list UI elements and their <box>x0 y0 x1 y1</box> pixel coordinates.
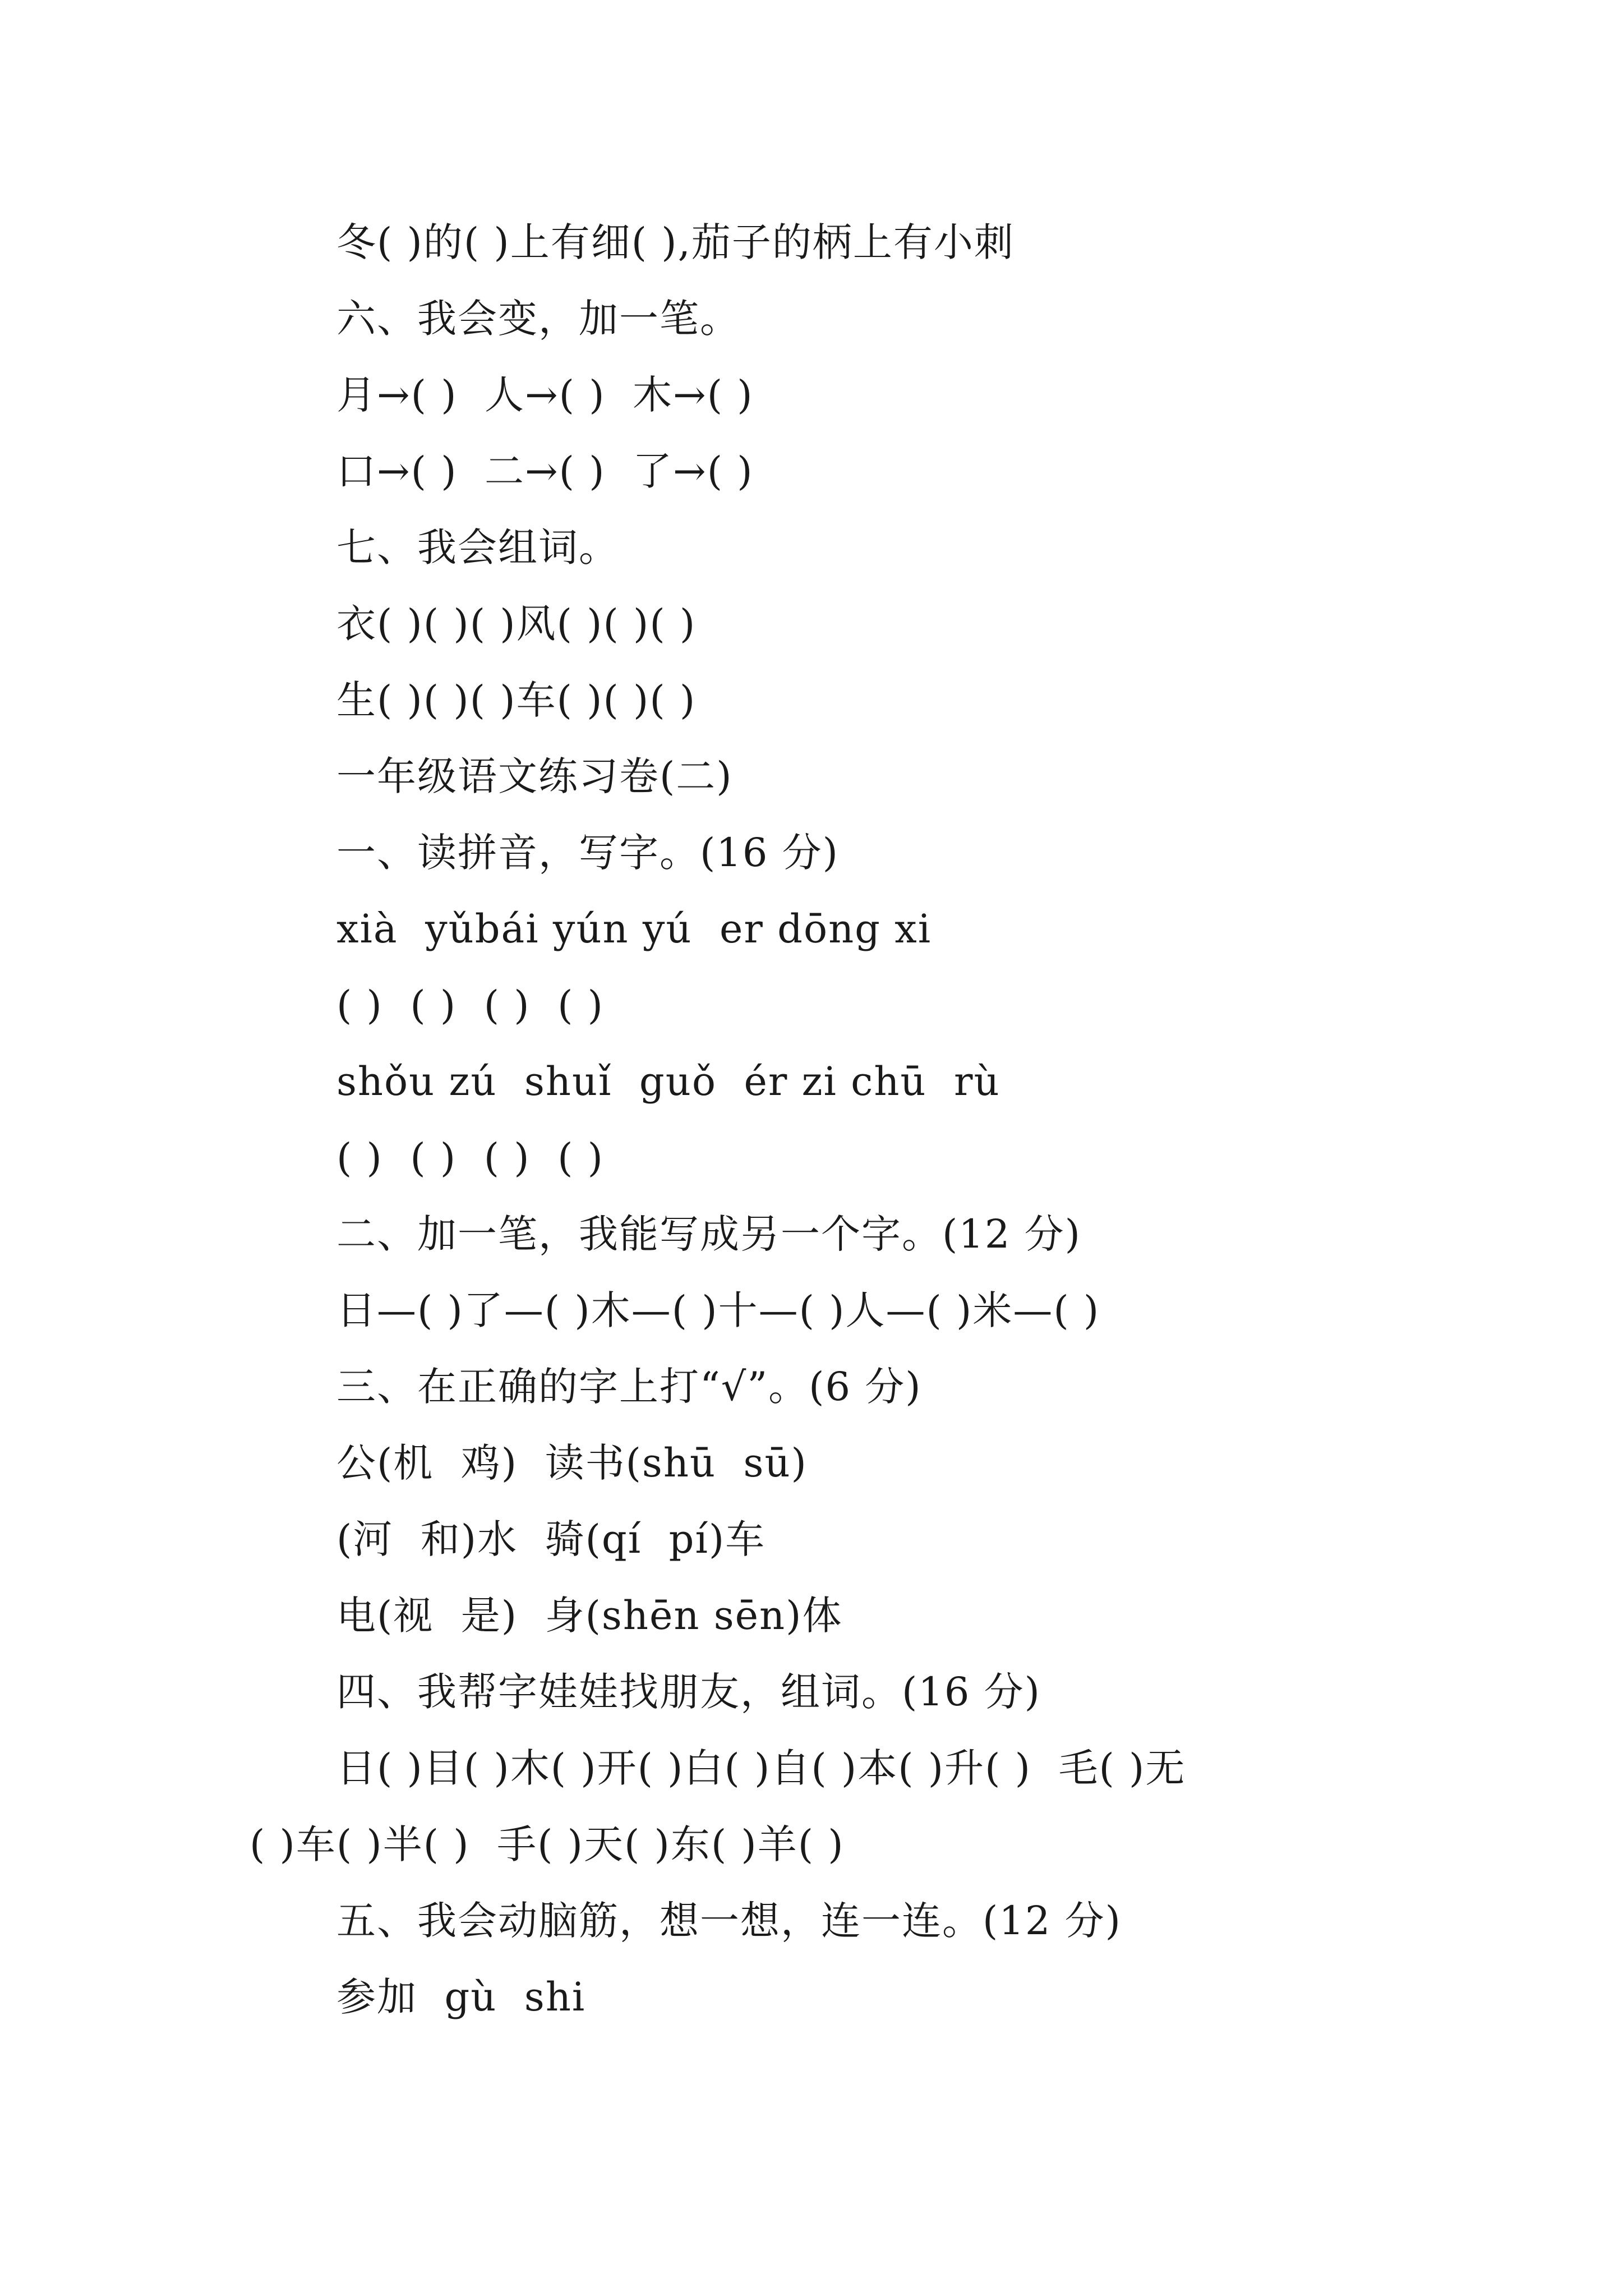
text-line: 公(机 鸡) 读书(shū sū) <box>336 1440 808 1486</box>
section-heading: 三、在正确的字上打“√”。(6 分) <box>336 1364 922 1410</box>
section-heading: 七、我会组词。 <box>336 524 619 570</box>
blank-line: ( ) ( ) ( ) ( ) <box>336 982 604 1028</box>
text-line: 月→( ) 人→( ) 木→( ) <box>336 372 754 418</box>
pinyin-line: xià yǔbái yún yú er dōng xi <box>336 906 932 952</box>
section-heading: 六、我会变，加一笔。 <box>336 296 740 342</box>
text-line: 衣( )( )( )风( )( )( ) <box>336 601 697 647</box>
text-line: 冬( )的( )上有细( ),茄子的柄上有小刺 <box>336 219 1015 265</box>
text-line: 日( )目( )木( )开( )白( )自( )本( )升( ) 毛( )无 <box>336 1745 1186 1791</box>
document-title: 一年级语文练习卷(二) <box>336 753 733 799</box>
text-line: 日—( )了—( )木—( )十—( )人—( )米—( ) <box>336 1287 1100 1333</box>
text-line: 口→( ) 二→( ) 了→( ) <box>336 448 754 494</box>
text-line: (河 和)水 骑(qí pí)车 <box>336 1516 766 1562</box>
blank-line: ( ) ( ) ( ) ( ) <box>336 1135 604 1181</box>
text-line: 参加 gù shi <box>336 1974 586 2020</box>
pinyin-line: shǒu zú shuǐ guǒ ér zi chū rù <box>336 1059 1000 1105</box>
text-line: 生( )( )( )车( )( )( ) <box>336 677 697 723</box>
section-heading: 一、读拼音，写字。(16 分) <box>336 830 839 876</box>
section-heading: 四、我帮字娃娃找朋友，组词。(16 分) <box>336 1669 1041 1715</box>
text-line: ( )车( )半( ) 手( )天( )东( )羊( ) <box>250 1821 845 1867</box>
text-line: 电(视 是) 身(shēn sēn)体 <box>336 1593 843 1639</box>
section-heading: 二、加一笔，我能写成另一个字。(12 分) <box>336 1211 1081 1257</box>
section-heading: 五、我会动脑筋，想一想，连一连。(12 分) <box>336 1898 1122 1944</box>
